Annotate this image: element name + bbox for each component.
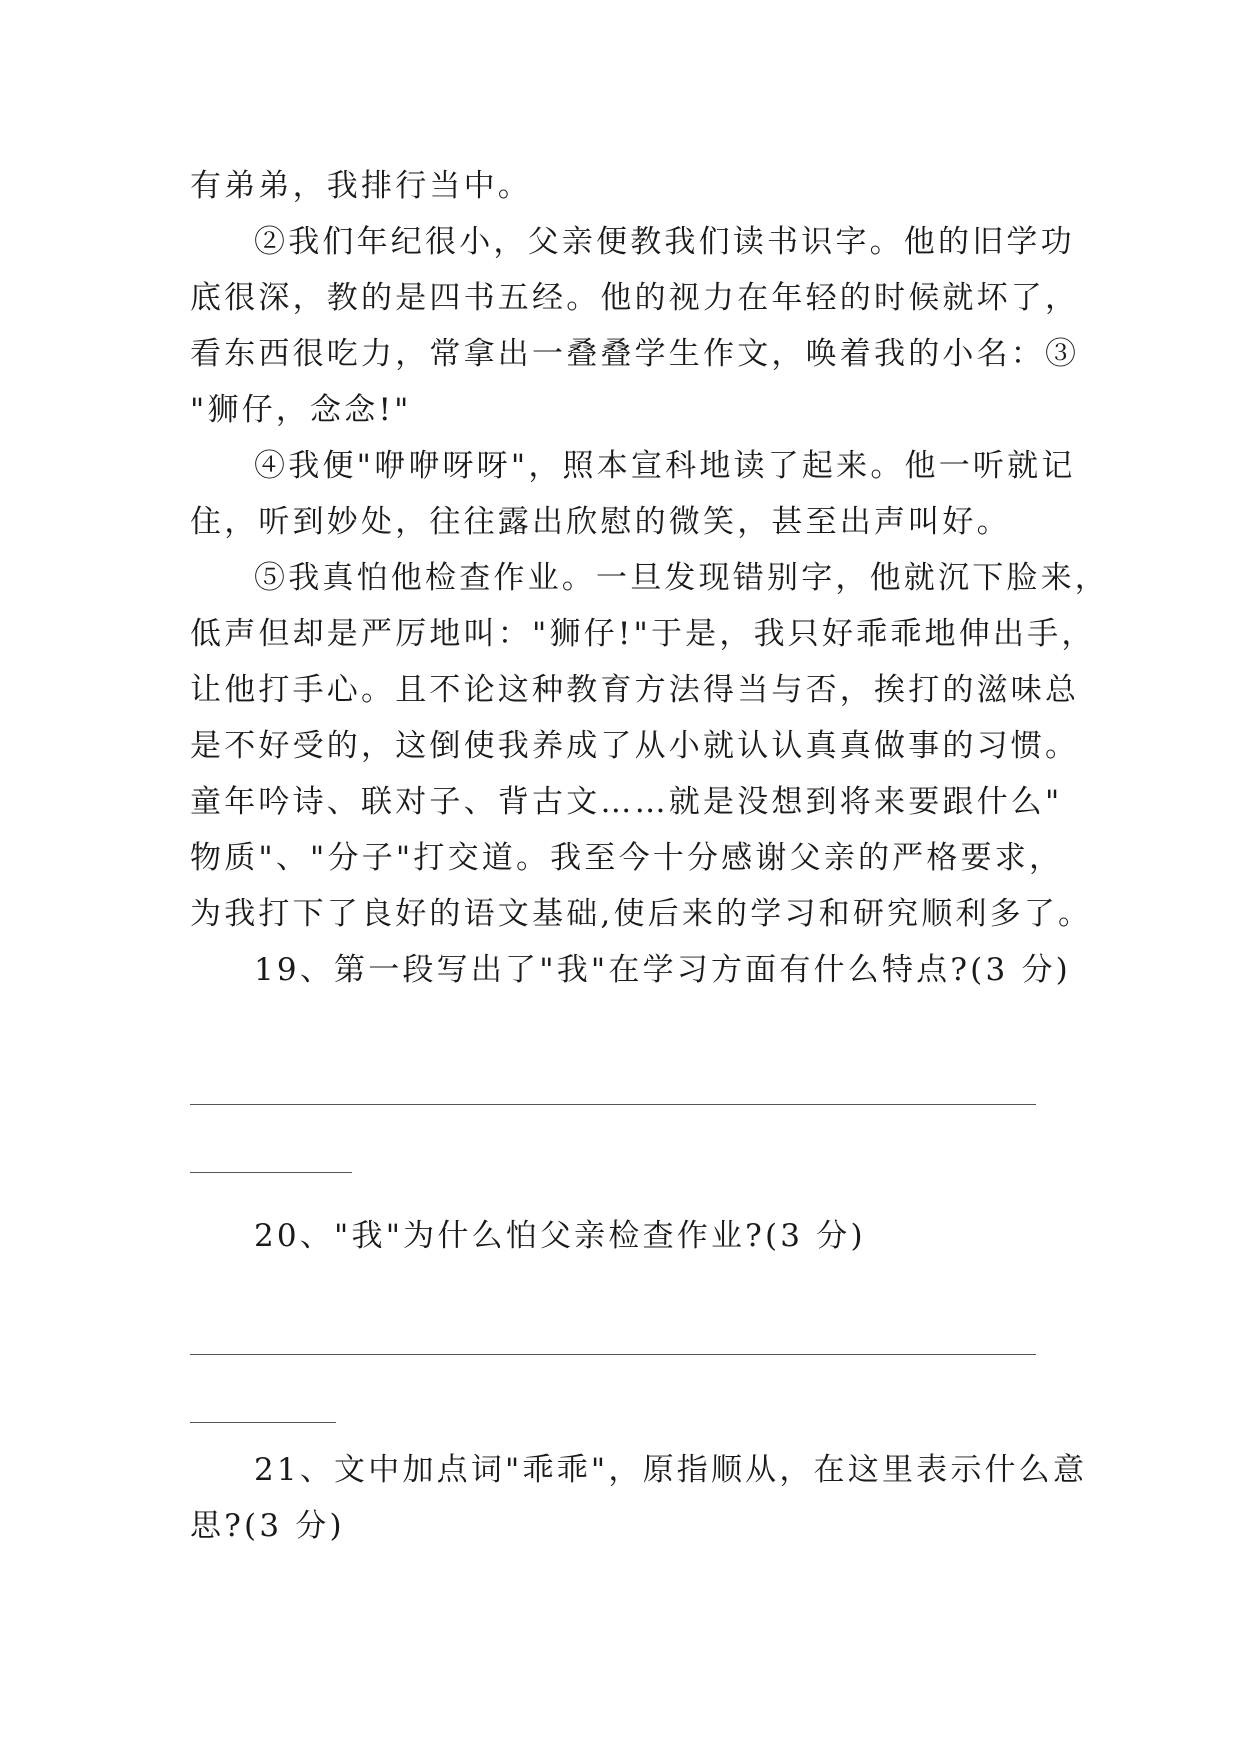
- passage-line-5: "狮仔，念念!": [190, 392, 412, 428]
- passage-line-1: 有弟弟，我排行当中。: [190, 168, 532, 204]
- passage-line-14: 为我打下了良好的语文基础,使后来的学习和研究顺利多了。: [190, 896, 1093, 932]
- passage-line-10: 让他打手心。且不论这种教育方法得当与否，挨打的滋味总: [190, 672, 1080, 708]
- passage-line-2: ②我们年纪很小，父亲便教我们读书识字。他的旧学功: [254, 224, 1075, 260]
- passage-line-12: 童年吟诗、联对子、背古文……就是没想到将来要跟什么": [190, 784, 1063, 820]
- passage-line-7: 住，听到妙处，往往露出欣慰的微笑，甚至出声叫好。: [190, 504, 1011, 540]
- answer-line-19b[interactable]: [190, 1172, 352, 1173]
- passage-line-4: 看东西很吃力，常拿出一叠叠学生作文，唤着我的小名：③: [190, 336, 1080, 372]
- question-20: 20、"我"为什么怕父亲检查作业?(3 分): [254, 1218, 866, 1254]
- answer-line-20b[interactable]: [190, 1422, 336, 1423]
- answer-line-20a[interactable]: [190, 1354, 1036, 1355]
- question-21-line-2: 思?(3 分): [190, 1508, 345, 1544]
- answer-line-19a[interactable]: [190, 1104, 1036, 1105]
- passage-line-9: 低声但却是严厉地叫："狮仔!"于是，我只好乖乖地伸出手，: [190, 616, 1096, 652]
- passage-line-13: 物质"、"分子"打交道。我至今十分感谢父亲的严格要求，: [190, 840, 1064, 876]
- passage-line-11: 是不好受的，这倒使我养成了从小就认认真真做事的习惯。: [190, 728, 1080, 764]
- passage-line-6: ④我便"咿咿呀呀"，照本宣科地读了起来。他一听就记: [254, 448, 1076, 484]
- question-19: 19、第一段写出了"我"在学习方面有什么特点?(3 分): [254, 952, 1071, 988]
- question-21-line-1: 21、文中加点词"乖乖"，原指顺从，在这里表示什么意: [254, 1452, 1088, 1488]
- passage-line-3: 底很深，教的是四书五经。他的视力在年轻的时候就坏了，: [190, 280, 1080, 316]
- passage-line-8: ⑤我真怕他检查作业。一旦发现错别字，他就沉下脸来，: [254, 560, 1109, 596]
